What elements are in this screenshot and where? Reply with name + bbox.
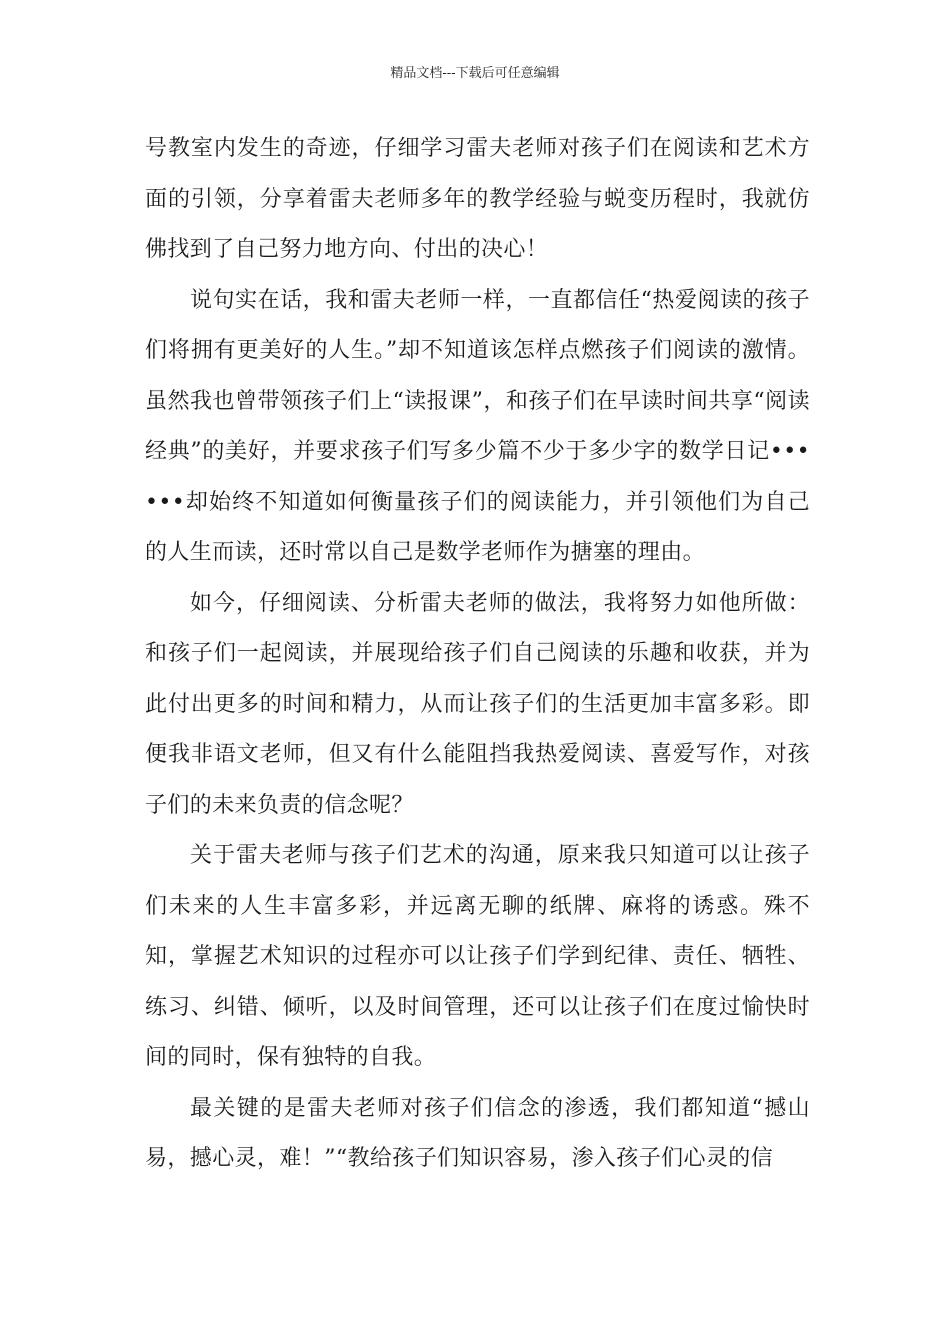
paragraph-3: 如今，仔细阅读、分析雷夫老师的做法，我将努力如他所做：和孩子们一起阅读，并展现给孩子们自己阅读的乐趣和收获，并为此付出更多的时间和精力，从而让孩子们的生活更加丰富多彩。即便我非语文老师，但又有什么能阻挡我热爱阅读、喜爱写作，对孩子们的未来负责的信念呢？ xyxy=(145,590,810,818)
paragraph-5: 最关键的是雷夫老师对孩子们信念的渗透，我们都知道“撼山易，撼心灵，难！”“教给孩子们知识容易，渗入孩子们心灵的信 xyxy=(145,1095,810,1171)
paragraph-1: 号教室内发生的奇迹，仔细学习雷夫老师对孩子们在阅读和艺术方面的引领，分享着雷夫老师多年的教学经验与蜕变历程时，我就仿佛找到了自己努力地方向、付出的决心！ xyxy=(145,136,810,262)
document-body xyxy=(145,124,810,1185)
page-header: 精品文档---下载后可任意编辑 xyxy=(390,66,560,81)
paragraph-2: 说句实在话，我和雷夫老师一样，一直都信任“热爱阅读的孩子们将拥有更美好的人生。”却不知道该怎样点燃孩子们阅读的激情。虽然我也曾带领孩子们上“读报课”，和孩子们在早读时间共享“阅读经典”的美好，并要求孩子们写多少篇不少于多少字的数学日记••••••却始终不知道如何衡量孩子们的阅读能力，并引领他们为自己的人生而读，还时常以自己是数学老师作为搪塞的理由。 xyxy=(145,287,810,565)
paragraph-4: 关于雷夫老师与孩子们艺术的沟通，原来我只知道可以让孩子们未来的人生丰富多彩，并远离无聊的纸牌、麻将的诱惑。殊不知，掌握艺术知识的过程亦可以让孩子们学到纪律、责任、牺牲、练习、纠错、倾听，以及时间管理，还可以让孩子们在度过愉快时间的同时，保有独特的自我。 xyxy=(145,843,810,1070)
